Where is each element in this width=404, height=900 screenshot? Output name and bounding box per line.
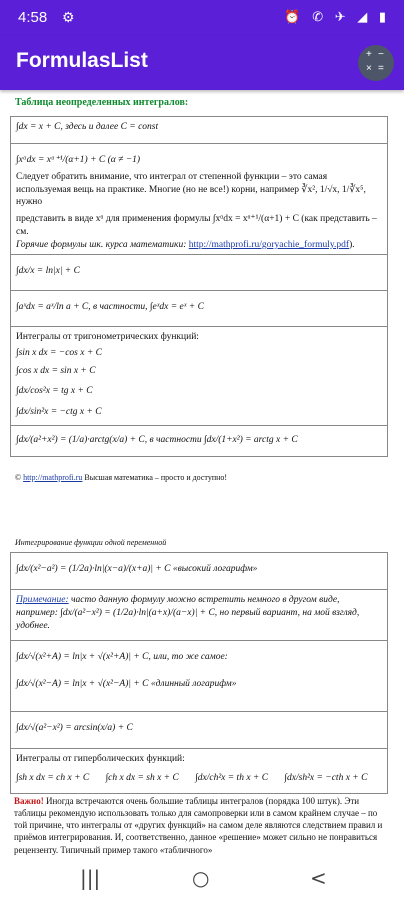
table-row [11,144,387,255]
recents-button[interactable]: ||| [80,866,101,890]
calculator-icon-minus: − [378,49,384,60]
formula: ∫dx/(x²−a²) = (1/2a)·ln|(x−a)/(x+a)| + C «высокий логарифм» [16,564,258,574]
formula: ∫cos x dx = sin x + C [16,365,96,376]
warning-label: Важно! [14,796,44,806]
table-row [11,749,387,793]
formula: ∫dx/cos²x = tg x + C [16,386,93,397]
table-row [11,553,387,590]
note-text: часто данную формулу можно встретить немного в другом виде, например: ∫dx/(a²−x²) = (1/2a)·ln|(a+x)/(a−x)| + C, но первый вариант, на мой взгляд, удобнее. [16,595,360,631]
copyright-sign: © [15,473,24,482]
footer-text: Высшая математика – просто и доступно! [82,473,228,482]
calculator-icon: + [366,49,372,60]
formula: ∫xᵅdx = xᵅ⁺¹/(α+1) + C (α ≠ −1) [16,155,141,165]
hyperbolic-title: Интегралы от гиперболических функций: [16,754,185,764]
formula: ∫sh x dx = ch x + C [16,772,90,783]
gear-icon: ⚙ [62,9,75,25]
warning-paragraph [14,795,390,856]
status-time: 4:58 [18,9,48,26]
formula: ∫dx/x = ln|x| + C [16,266,80,276]
formula: ∫dx/ch²x = th x + C [195,772,269,783]
table-row [11,291,387,327]
note-text [16,239,382,252]
page2-title: Интегрирование функции одной переменной [15,538,167,547]
section-title: Таблица неопределенных интегралов: [15,97,189,108]
formula: ∫sin x dx = −cos x + C [16,347,102,358]
status-bar [0,0,404,36]
note-text: Следует обратить внимание, что интеграл от степенной функции – это самая используемая вещь на практике. Многие (но не все!) корни, например ∛x², 1/√x, 1/∛x⁵, нужно [16,171,366,208]
calculator-button[interactable] [358,45,394,81]
hyperbolic-formulas [16,772,382,785]
trig-title: Интегралы от тригонометрических функций: [16,332,199,342]
table-row [11,327,387,426]
note-text: представить в виде xᵅ для применения формулы ∫xᵅdx = xᵅ⁺¹/(α+1) + C (как представить – см. [16,214,377,238]
app-title: FormulasList [16,49,148,72]
status-icons: ⏰ ✆ ✈ ◢ ▮ [284,9,390,24]
calculator-icon-times: × [366,63,372,74]
table-row [11,255,387,291]
note-suffix: ). [349,239,355,250]
table-row [11,117,387,144]
note-label: Примечание: [16,595,69,605]
calculator-icon-equals: = [378,63,384,74]
app-bar [0,36,404,90]
table-row [11,590,387,641]
warning-text: Иногда встречаются очень большие таблицы интегралов (порядка 100 штук). Эти таблицы рекомендую использовать только для самопроверки или в самом крайнем случае – по той причине, что интегралы от «других функций» на самом деле являются следствием правил и приёмов интегрирования. И, соответственно, данное «решение» может сильно не понравиться рецензенту. Типичный пример такого «табличного» [14,796,383,855]
integral-table-1 [10,116,388,457]
formula: ∫dx/√(a²−x²) = arcsin(x/a) + C [16,723,133,733]
back-button[interactable]: < [310,866,327,890]
note-prefix: Горячие формулы шк. курса математики: [16,239,189,250]
footer-line [15,473,389,484]
formula: ∫aˣdx = aˣ/ln a + C, в частности, ∫eˣdx = eˣ + C [16,302,204,312]
hot-formulas-link[interactable]: http://mathprofi.ru/goryachie_formuly.pdf [188,239,350,250]
mathprofi-link[interactable]: http://mathprofi.ru [23,473,83,482]
formula: ∫dx/(a²+x²) = (1/a)·arctg(x/a) + C, в частности ∫dx/(1+x²) = arctg x + C [16,435,298,445]
formula: ∫dx/√(x²−A) = ln|x + √(x²−A)| + C «длинный логарифм» [16,678,237,689]
system-nav-bar [0,858,404,900]
formula-page[interactable] [0,90,404,858]
formula: ∫dx = x + C, здесь и далее C = const [16,122,159,132]
formula: ∫ch x dx = sh x + C [105,772,179,783]
table-row [11,426,387,456]
formula: ∫dx/sh²x = −cth x + C [284,772,368,783]
formula: ∫dx/sin²x = −ctg x + C [16,407,102,418]
table-row [11,641,387,712]
integral-table-2 [10,552,388,794]
table-row [11,712,387,749]
home-button[interactable]: ○ [192,866,210,890]
formula: ∫dx/√(x²+A) = ln|x + √(x²+A)| + C, или, то же самое: [16,652,228,662]
